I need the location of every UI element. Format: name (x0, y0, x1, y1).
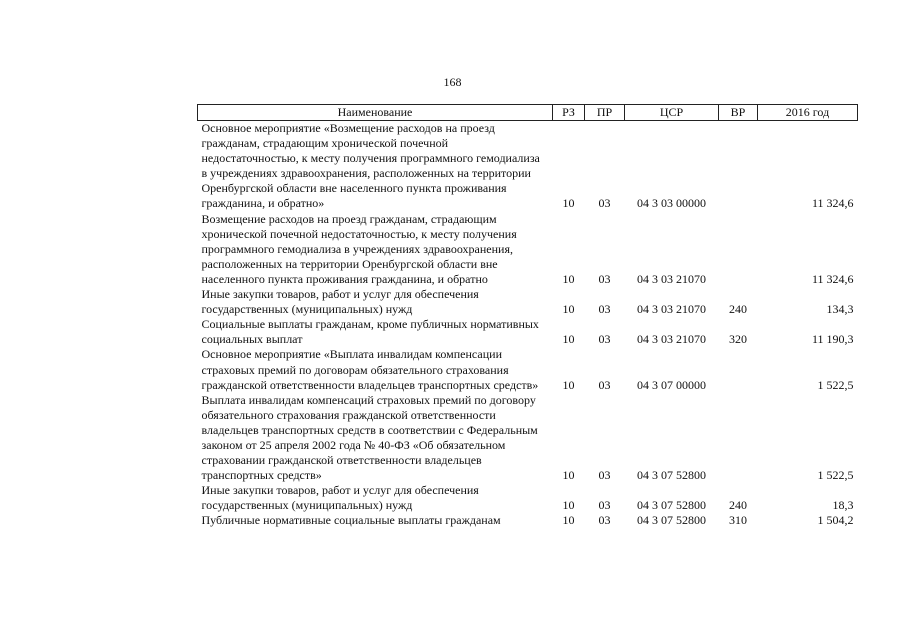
header-name: Наименование (198, 105, 553, 121)
row-name: Основное мероприятие «Возмещение расходов на проезд гражданам, страдающим хронической почечной недостаточностью, к месту получения программного гемодиализа в учреждениях здравоохранения, расположенных на территории Оренбургской области вне населенного пункта проживания гражданина, и обратно» (201, 121, 540, 211)
table-row (198, 513, 858, 528)
header-csr: ЦСР (625, 105, 719, 121)
row-csr: 04 3 07 00000 (637, 377, 706, 392)
row-name: Основное мероприятие «Выплата инвалидам компенсации страховых премий по договорам обязательного страхования гражданской ответственности владельцев транспортных средств» (201, 347, 539, 392)
table-row (198, 347, 858, 392)
table-header-row (198, 105, 858, 121)
row-rz: 10 (562, 377, 575, 392)
row-csr: 04 3 07 52800 (637, 513, 706, 528)
row-vr: 310 (729, 513, 747, 528)
row-name: Возмещение расходов на проезд гражданам, страдающим хронической почечной недостаточностью, к месту получения программного гемодиализа в учреждениях здравоохранения, расположенных на территории Оренбургской области вне населенного пункта проживания гражданина, и обратно (201, 211, 517, 286)
row-pr: 03 (598, 513, 611, 528)
table-row (198, 483, 858, 513)
row-amount: 11 190,3 (811, 332, 854, 347)
row-vr (719, 121, 758, 212)
row-amount: 18,3 (832, 498, 854, 513)
row-name: Публичные нормативные социальные выплаты гражданам (201, 513, 501, 528)
row-amount: 11 324,6 (811, 271, 854, 286)
row-pr: 03 (598, 271, 611, 286)
row-rz: 10 (562, 332, 575, 347)
row-name: Социальные выплаты гражданам, кроме публичных нормативных социальных выплат (201, 317, 539, 347)
row-vr (719, 393, 758, 484)
table-row (198, 121, 858, 212)
row-rz: 10 (562, 271, 575, 286)
row-name: Иные закупки товаров, работ и услуг для обеспечения государственных (муниципальных) нужд (201, 287, 479, 317)
row-rz: 10 (562, 196, 575, 211)
budget-table (197, 104, 858, 529)
table-row (198, 212, 858, 287)
row-vr (719, 347, 758, 392)
row-pr: 03 (598, 302, 611, 317)
page-number: 168 (443, 75, 462, 89)
row-pr: 03 (598, 498, 611, 513)
header-rz: РЗ (553, 105, 585, 121)
row-name: Иные закупки товаров, работ и услуг для обеспечения государственных (муниципальных) нужд (201, 483, 479, 513)
row-csr: 04 3 03 00000 (637, 196, 706, 211)
row-rz: 10 (562, 513, 575, 528)
row-pr: 03 (598, 468, 611, 483)
row-pr: 03 (598, 332, 611, 347)
row-amount: 134,3 (826, 302, 854, 317)
row-amount: 1 522,5 (817, 377, 854, 392)
row-pr: 03 (598, 377, 611, 392)
row-vr: 240 (729, 498, 747, 513)
row-amount: 1 504,2 (817, 513, 854, 528)
row-vr: 240 (729, 302, 747, 317)
row-amount: 1 522,5 (817, 468, 854, 483)
row-rz: 10 (562, 468, 575, 483)
header-vr: ВР (719, 105, 758, 121)
row-pr: 03 (598, 196, 611, 211)
row-amount: 11 324,6 (811, 196, 854, 211)
row-csr: 04 3 07 52800 (637, 468, 706, 483)
row-csr: 04 3 03 21070 (637, 302, 706, 317)
row-vr (719, 212, 758, 287)
row-csr: 04 3 03 21070 (637, 332, 706, 347)
table-row (198, 393, 858, 484)
row-rz: 10 (562, 498, 575, 513)
header-year: 2016 год (758, 105, 858, 121)
table-row (198, 287, 858, 317)
header-pr: ПР (585, 105, 625, 121)
row-csr: 04 3 03 21070 (637, 271, 706, 286)
row-csr: 04 3 07 52800 (637, 498, 706, 513)
row-name: Выплата инвалидам компенсаций страховых премий по договору обязательного страхования гражданской ответственности владельцев транспортных средств в соответствии с Федеральным законом от 25 апреля 2002 года № 40-ФЗ «Об обязательном страховании гражданской ответственности владельцев транспортных средств» (201, 392, 538, 483)
row-vr: 320 (729, 332, 747, 347)
row-rz: 10 (562, 302, 575, 317)
table-row (198, 317, 858, 347)
